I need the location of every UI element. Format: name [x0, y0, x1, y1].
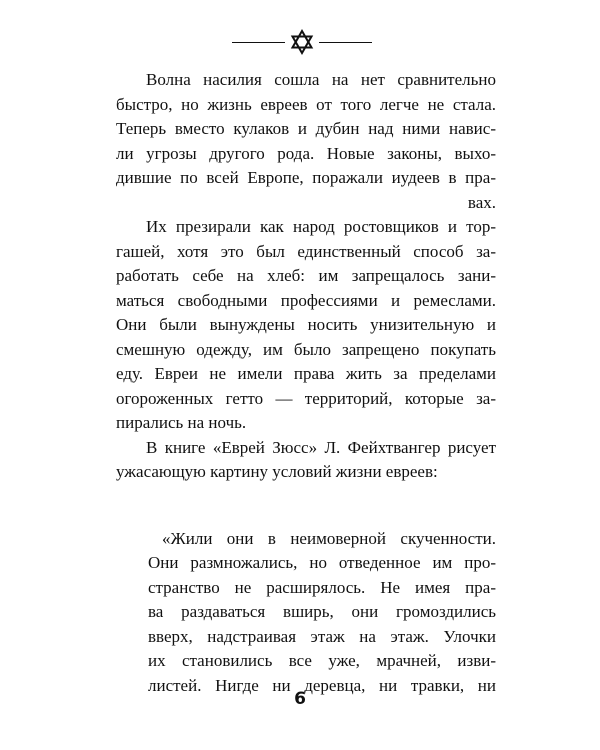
- page-number: 6: [294, 689, 306, 709]
- text-line: Волна насилия сошла на нет сравнительно: [146, 70, 496, 89]
- text-line: ли угрозы другого рода. Новые законы, выхо-: [116, 143, 496, 163]
- quote-line: ва раздаваться вширь, они громоздились: [148, 602, 496, 621]
- quote-line: Они размножались, но отведенное им про-: [148, 553, 496, 572]
- text-line: Теперь вместо кулаков и дубин над ними навис-: [116, 119, 496, 138]
- text-line: огороженных гетто — территорий, которые за-: [116, 388, 496, 408]
- text-line: Они были вынуждены носить унизительную и: [116, 315, 496, 334]
- text-line: В книге «Еврей Зюсс» Л. Фейхтвангер рисует: [146, 437, 496, 457]
- quote-line: вверх, надстраивая этаж на этаж. Улочки: [148, 626, 496, 646]
- text-line: быстро, но жизнь евреев от того легче не стала.: [116, 94, 496, 114]
- ornament-rule-left: [232, 42, 285, 43]
- text-line: работать себе на хлеб: им запрещалось зани-: [116, 266, 496, 285]
- text-line: Их презирали как народ ростовщиков и тор-: [146, 217, 496, 236]
- text-line: ужасающую картину условий жизни евреев:: [116, 462, 438, 481]
- text-line: пирались на ночь.: [116, 413, 247, 432]
- quote-line: листей. Нигде ни деревца, ни травки, ни: [148, 675, 496, 695]
- chapter-ornament: [232, 28, 372, 56]
- paragraph-2: [116, 215, 496, 436]
- quote-line: их становились все уже, мрачней, изви-: [148, 651, 496, 670]
- page-body: [116, 68, 496, 698]
- quote-line: странство не расширялось. Не имея пра-: [148, 577, 496, 597]
- quote-line: «Жили они в неимоверной скученности.: [162, 528, 496, 548]
- text-line: смешную одежду, им было запрещено покупать: [116, 339, 496, 359]
- paragraph-1: [116, 68, 496, 215]
- text-line: дившие по всей Европе, поражали иудеев в пра-: [116, 168, 496, 187]
- text-line: еду. Евреи не имели права жить за пределами: [116, 364, 496, 383]
- text-line: вах.: [467, 192, 496, 212]
- star-of-david-icon: [289, 29, 315, 55]
- text-line: маться свободными профессиями и ремеслами.: [116, 290, 496, 310]
- paragraph-3: [116, 436, 496, 485]
- block-quote: [148, 527, 496, 699]
- ornament-rule-right: [319, 42, 372, 43]
- text-line: гашей, хотя это был единственный способ за-: [116, 241, 496, 261]
